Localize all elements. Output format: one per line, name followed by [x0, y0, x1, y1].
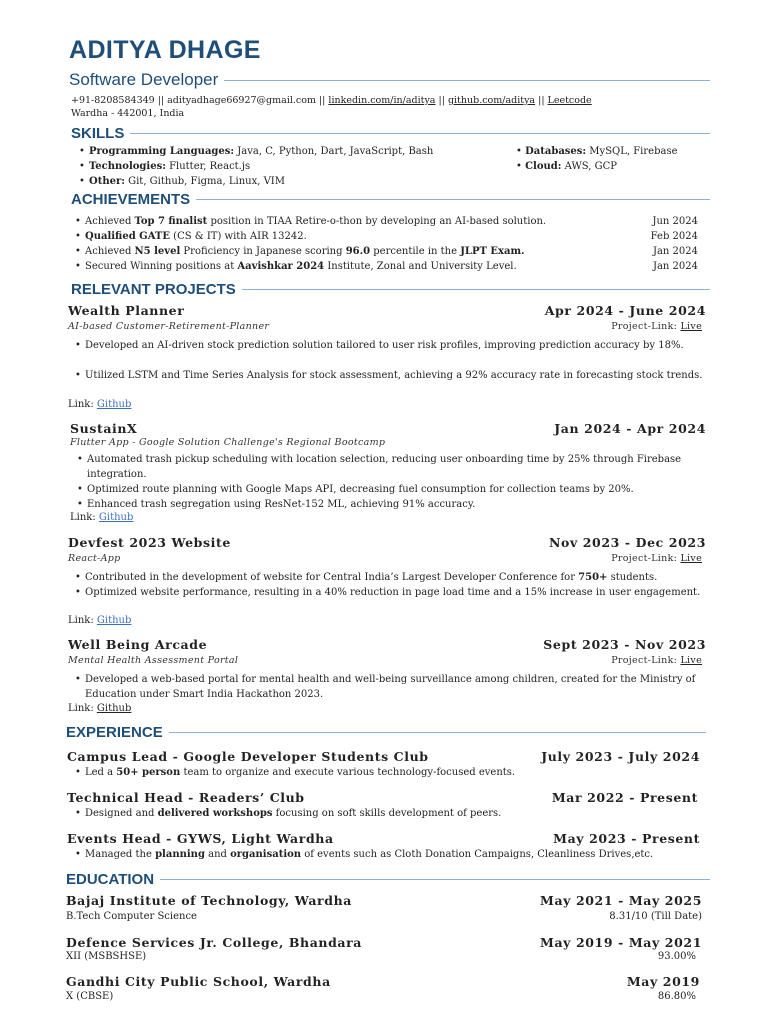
experience-bullet: • Led a 50+ person team to organize and execute various technology-focused events.: [85, 767, 515, 778]
live-link[interactable]: Live: [680, 321, 702, 332]
education-degree: XII (MSBSHSE): [66, 951, 147, 962]
skill-label: Cloud:: [525, 161, 562, 172]
project-subtitle: Mental Health Assessment Portal: [68, 655, 239, 666]
project-title: Well Being Arcade: [68, 637, 208, 652]
education-school: Gandhi City Public School, Wardha: [66, 974, 331, 989]
education-school: Defence Services Jr. College, Bhandara: [66, 935, 363, 950]
project-footer-link: Link: Github: [68, 615, 132, 626]
project-link: Project-Link: Live: [611, 321, 702, 332]
github-link[interactable]: Github: [98, 512, 134, 523]
achievement-date: Jan 2024: [652, 246, 698, 257]
skill-item: [89, 146, 433, 157]
github-link[interactable]: Github: [96, 615, 132, 626]
experience-bullet: • Designed and delivered workshops focusing on soft skills development of peers.: [85, 808, 501, 819]
skill-label: Programming Languages:: [89, 146, 235, 157]
github-link[interactable]: Github: [96, 399, 132, 410]
experience-role: Campus Lead - Google Developer Students Club: [67, 749, 429, 764]
project-subtitle: Flutter App - Google Solution Challenge's Regional Bootcamp: [70, 437, 386, 448]
education-header: [66, 871, 710, 888]
education-school: Bajaj Institute of Technology, Wardha: [66, 893, 352, 908]
education-degree: X (CBSE): [66, 991, 114, 1002]
skill-value: Git, Github, Figma, Linux, VIM: [124, 176, 285, 187]
section-title-education: EDUCATION: [66, 871, 155, 888]
project-date: Nov 2023 - Dec 2023: [548, 535, 706, 550]
leetcode-link[interactable]: Leetcode: [547, 95, 592, 106]
project-bullet: • Developed an AI-driven stock prediction solution tailored to user risk profiles, improving prediction accuracy by 18%.: [85, 338, 705, 353]
skill-label: Technologies:: [89, 161, 166, 172]
skill-item: • Databases: MySQL, Firebase: [516, 146, 678, 157]
project-title: Devfest 2023 Website: [68, 535, 231, 550]
separator: ||: [535, 95, 548, 106]
experience-bullet: • Managed the planning and organisation of events such as Cloth Donation Campaigns, Cleanliness Drives,etc.: [85, 849, 653, 860]
section-title-experience: EXPERIENCE: [66, 724, 163, 741]
education-date: May 2019: [626, 974, 700, 989]
divider: [196, 199, 710, 200]
github-link[interactable]: github.com/aditya: [447, 95, 536, 106]
achievement-date: Feb 2024: [650, 231, 698, 242]
project-link: Project-Link: Live: [611, 655, 702, 666]
skills-header: [71, 125, 710, 142]
job-title: Software Developer: [69, 70, 219, 89]
project-subtitle: AI-based Customer-Retirement-Planner: [68, 321, 270, 332]
project-subtitle: React-App: [68, 553, 121, 564]
contact-line: [71, 95, 592, 106]
achievement-date: Jun 2024: [652, 216, 698, 227]
achievement-date: Jan 2024: [652, 261, 698, 272]
education-score: 8.31/10 (Till Date): [609, 911, 702, 922]
project-bullet: • Enhanced trash segregation using ResNet-152 ML, achieving 91% accuracy.: [87, 497, 707, 512]
github-link[interactable]: Github: [96, 703, 132, 714]
education-score: 93.00%: [657, 951, 696, 962]
experience-role: Events Head - GYWS, Light Wardha: [67, 831, 334, 846]
education-date: May 2019 - May 2021: [540, 935, 702, 950]
contact-phone-email: +91-8208584349 || adityadhage66927@gmail.com ||: [71, 95, 329, 106]
project-title: Wealth Planner: [68, 303, 185, 318]
experience-date: May 2023 - Present: [553, 831, 700, 846]
divider: [169, 732, 706, 733]
project-bullet: • Developed a web-based portal for mental health and well-being surveillance among children, created for the Ministry of Education under Smart India Hackathon 2023.: [85, 672, 705, 702]
education-degree: B.Tech Computer Science: [66, 911, 197, 922]
live-link[interactable]: Live: [680, 553, 702, 564]
experience-date: Mar 2022 - Present: [551, 790, 698, 805]
project-bullet: • Automated trash pickup scheduling with location selection, reducing user onboarding time by 25% through Firebase integration.: [87, 452, 707, 482]
skill-item: • Cloud: AWS, GCP: [516, 161, 617, 172]
achievements-header: [71, 191, 710, 208]
skill-label: Databases:: [525, 146, 587, 157]
project-footer-link: Link: Github: [68, 399, 132, 410]
skill-item: [89, 161, 250, 172]
education-score: 86.80%: [657, 991, 696, 1002]
skill-value: Java, C, Python, Dart, JavaScript, Bash: [234, 146, 434, 157]
skill-label: Other:: [89, 176, 125, 187]
experience-role: Technical Head - Readers’ Club: [67, 790, 305, 805]
achievement-item: • Qualified GATE (CS & IT) with AIR 13242.: [85, 231, 307, 242]
achievement-item: • Achieved N5 level Proficiency in Japanese scoring 96.0 percentile in the JLPT Exam.: [85, 246, 525, 257]
project-bullet: • Contributed in the development of website for Central India’s Largest Developer Conference for 750+ students.: [85, 570, 710, 585]
project-bullet: • Utilized LSTM and Time Series Analysis for stock assessment, achieving a 92% accuracy rate in forecasting stock trends.: [85, 368, 705, 383]
project-bullet: • Optimized route planning with Google Maps API, decreasing fuel consumption for collection teams by 20%.: [87, 482, 707, 497]
candidate-name: ADITYA DHAGE: [69, 36, 261, 64]
separator: ||: [435, 95, 448, 106]
divider: [160, 879, 710, 880]
section-title-skills: SKILLS: [71, 125, 125, 142]
project-bullet: • Optimized website performance, resulting in a 40% reduction in page load time and a 15% increase in user engagement.: [85, 585, 705, 600]
section-title-achievements: ACHIEVEMENTS: [71, 191, 191, 208]
achievement-item: • Secured Winning positions at Aavishkar 2024 Institute, Zonal and University Level.: [85, 261, 517, 272]
skill-item: [89, 176, 285, 187]
live-link[interactable]: Live: [680, 655, 702, 666]
project-date: Sept 2023 - Nov 2023: [543, 637, 706, 652]
linkedin-link[interactable]: linkedin.com/in/aditya: [328, 95, 436, 106]
project-footer-link: Link: Github: [68, 703, 132, 714]
projects-header: [71, 281, 710, 298]
skill-value: Flutter, React.js: [165, 161, 251, 172]
experience-date: July 2023 - July 2024: [541, 749, 700, 764]
divider: [130, 133, 710, 134]
experience-header: [66, 724, 706, 741]
divider: [242, 289, 710, 290]
project-date: Jan 2024 - Apr 2024: [554, 421, 706, 436]
divider: [224, 80, 710, 81]
education-date: May 2021 - May 2025: [540, 893, 702, 908]
skill-value: MySQL, Firebase: [586, 146, 678, 157]
location: Wardha - 442001, India: [71, 108, 185, 119]
section-title-projects: RELEVANT PROJECTS: [71, 281, 236, 298]
project-footer-link: Link: Github: [70, 512, 134, 523]
skill-value: AWS, GCP: [561, 161, 617, 172]
achievement-item: • Achieved Top 7 finalist position in TIAA Retire-o-thon by developing an AI-based solution.: [85, 216, 546, 227]
job-title-row: [69, 70, 710, 90]
project-link: Project-Link: Live: [611, 553, 702, 564]
project-title: SustainX: [70, 421, 138, 436]
project-date: Apr 2024 - June 2024: [544, 303, 706, 318]
